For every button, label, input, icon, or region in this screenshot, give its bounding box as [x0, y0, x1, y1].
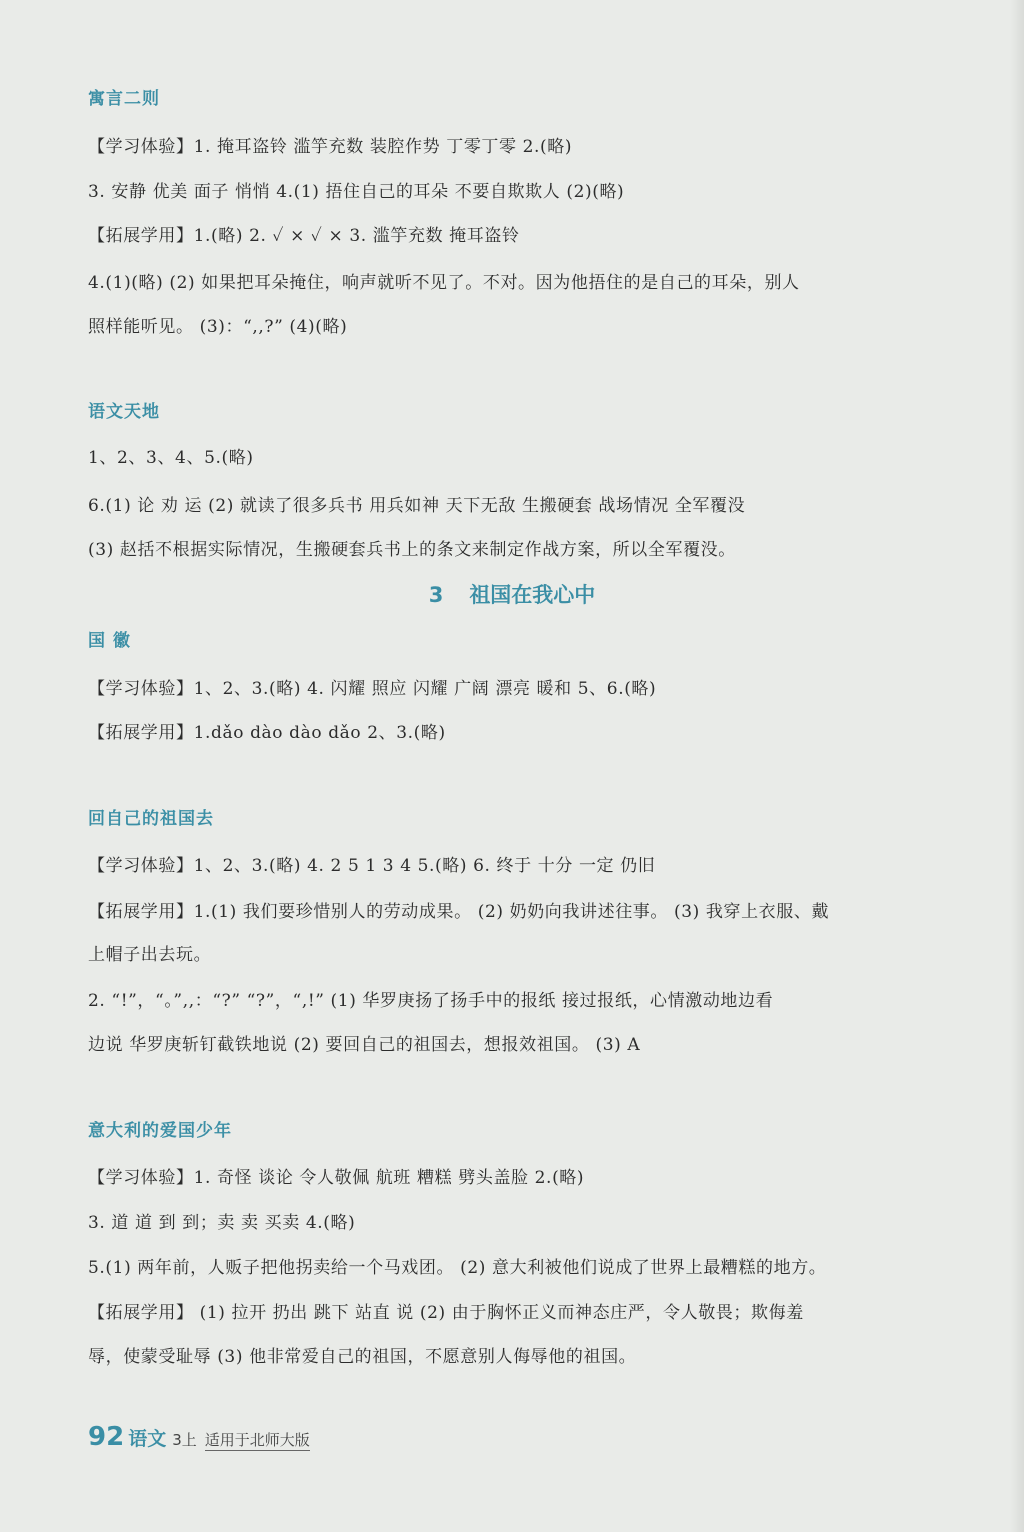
text-line: 【拓展学用】 (1) 拉开 扔出 跳下 站直 说 (2) 由于胸怀正义而神态庄严，令人敬畏；欺侮羞	[88, 1303, 804, 1323]
section-title-guohui: 国 徽	[88, 631, 131, 651]
section-title-yidali: 意大利的爱国少年	[88, 1121, 232, 1141]
section-title-yuwentiandi: 语文天地	[88, 402, 160, 422]
text-line: 4.(1)(略) (2) 如果把耳朵掩住，响声就听不见了。不对。因为他捂住的是自己的耳朵，别人	[88, 273, 800, 293]
text-line: 6.(1) 论 劝 运 (2) 就读了很多兵书 用兵如神 天下无敌 生搬硬套 战场情况 全军覆没	[88, 496, 746, 516]
unit-title	[0, 579, 1024, 609]
unit-name: 祖国在我心中	[469, 583, 596, 607]
section-title-yuyan: 寓言二则	[88, 89, 160, 109]
page-spine-shadow	[1010, 0, 1024, 1532]
text-line: 辱，使蒙受耻辱 (3) 他非常爱自己的祖国，不愿意别人侮辱他的祖国。	[88, 1347, 637, 1367]
text-line: 【学习体验】1. 掩耳盗铃 滥竽充数 装腔作势 丁零丁零 2.(略)	[88, 137, 573, 157]
text-line: 【学习体验】1. 奇怪 谈论 令人敬佩 航班 糟糕 劈头盖脸 2.(略)	[88, 1168, 585, 1188]
page-number: 92	[88, 1422, 125, 1452]
unit-number: 3	[428, 583, 444, 607]
text-line: 2. “!”，“。”,,：“?” “?”，“,!” (1) 华罗庚扬了扬手中的报纸 接过报纸，心情激动地边看	[88, 991, 774, 1011]
text-line: 照样能听见。 (3)：“,,?” (4)(略)	[88, 317, 348, 337]
page-footer	[88, 1422, 310, 1452]
text-line: (3) 赵括不根据实际情况，生搬硬套兵书上的条文来制定作战方案，所以全军覆没。	[88, 540, 736, 560]
text-line: 【拓展学用】1.(1) 我们要珍惜别人的劳动成果。 (2) 奶奶向我讲述往事。 (3) 我穿上衣服、戴	[88, 902, 830, 922]
footer-edition: 适用于北师大版	[204, 1431, 310, 1449]
text-line: 3. 道 道 到 到；卖 卖 买卖 4.(略)	[88, 1213, 356, 1233]
text-line: 1、2、3、4、5.(略)	[88, 448, 254, 468]
text-line: 【拓展学用】1.dǎo dào dào dǎo 2、3.(略)	[88, 723, 446, 743]
text-line: 【拓展学用】1.(略) 2. ✓ × ✓ × 3. 滥竽充数 掩耳盗铃	[88, 226, 520, 246]
text-line: 【学习体验】1、2、3.(略) 4. 2 5 1 3 4 5.(略) 6. 终于 十分 一定 仍旧	[88, 856, 656, 876]
text-line: 上帽子出去玩。	[88, 945, 212, 965]
footer-subject: 语文	[128, 1428, 167, 1450]
text-line: 【学习体验】1、2、3.(略) 4. 闪耀 照应 闪耀 广阔 漂亮 暖和 5、6.(略)	[88, 679, 657, 699]
text-line: 3. 安静 优美 面子 悄悄 4.(1) 捂住自己的耳朵 不要自欺欺人 (2)(略)	[88, 182, 625, 202]
text-line: 5.(1) 两年前，人贩子把他拐卖给一个马戏团。 (2) 意大利被他们说成了世界上最糟糕的地方。	[88, 1258, 827, 1278]
footer-grade: 3上	[172, 1431, 197, 1449]
section-title-huizujiguo: 回自己的祖国去	[88, 809, 214, 829]
text-line: 边说 华罗庚斩钉截铁地说 (2) 要回自己的祖国去，想报效祖国。 (3) A	[88, 1035, 641, 1055]
